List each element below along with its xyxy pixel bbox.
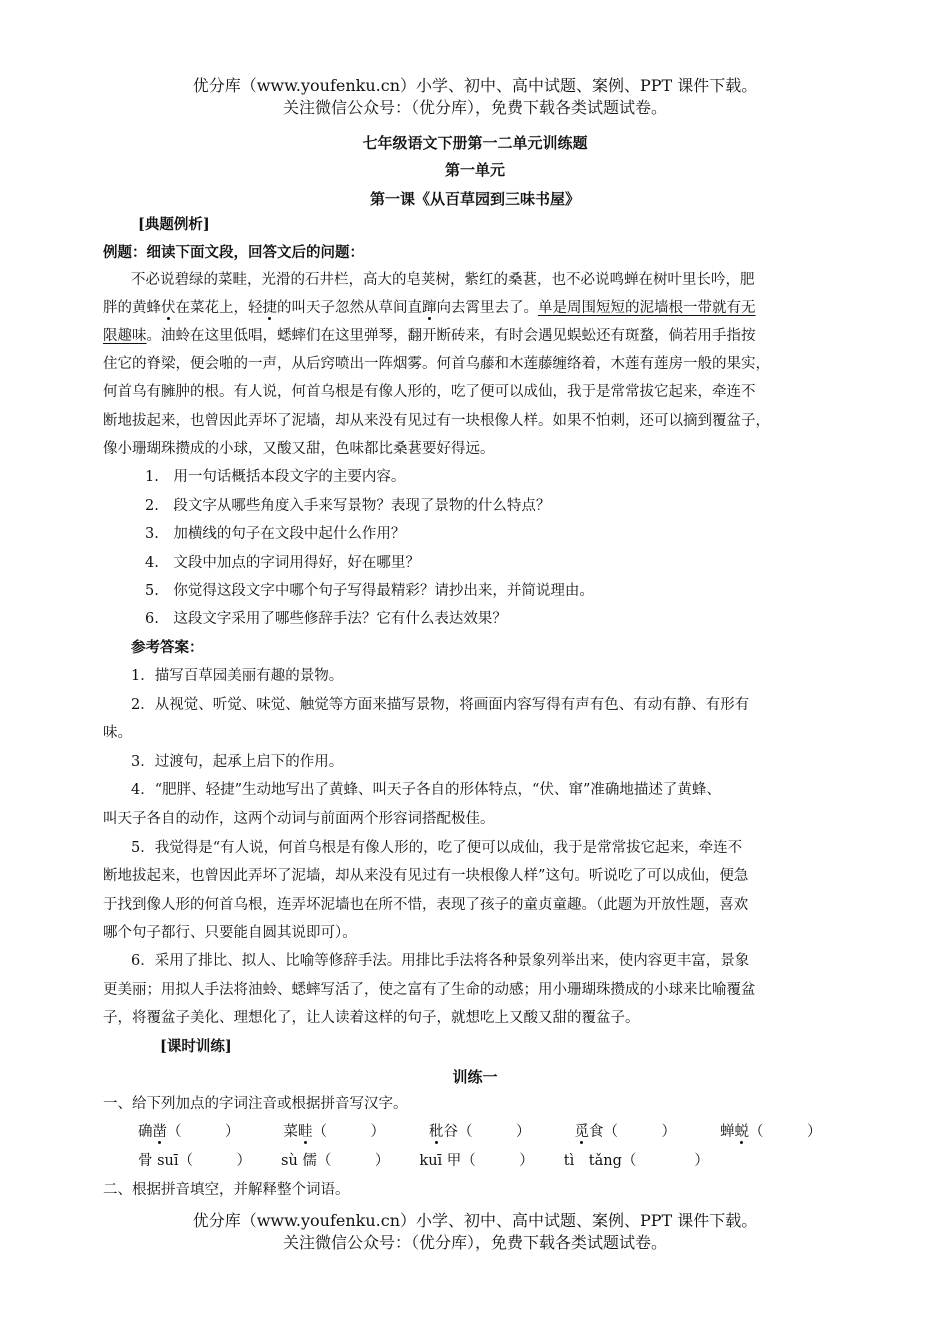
question-2-instruction: 二、根据拼音填空，并解释整个词语。 [103,1182,350,1198]
header-line-2: 关注微信公众号：（优分库），免费下载各类试题试卷。 [282,98,667,117]
passage-line-5: 何首乌有臃肿的根。有人说，何首乌根是有像人形的，吃了便可以成仙，我于是常常拔它起来，牵连不 [103,384,756,400]
training-title: 训练一 [452,1068,498,1086]
dotted-char: 蹿 [422,300,437,316]
underlined-sentence: 单是周围短短的泥墙根一带就有无 [538,300,756,316]
footer-line-2: 关注微信公众号：（优分库），免费下载各类试题试卷。 [282,1233,667,1252]
answer-5-line-3: 于找到像人形的何首乌根，连弄坏泥墙也在所不惜，表现了孩子的童贞童趣。（此题为开放性题，喜欢 [103,897,749,913]
passage-line-6: 断地拔起来，也曾因此弄坏了泥墙，却从来没有见过有一块根像人样。如果不怕刺，还可以摘到覆盆子， [103,413,770,429]
lesson-title: 第一课《从百草园到三味书屋》 [369,190,580,208]
pinyin-item: kuī 甲（ ） [419,1153,534,1169]
pinyin-item: tì tǎng（ ） [563,1153,709,1169]
pinyin-item: sù 儒（ ） [281,1153,390,1169]
passage-text: 在菜花上，轻 [175,300,263,316]
question-1-instruction: 一、给下列加点的字词注音或根据拼音写汉字。 [103,1096,408,1112]
answer-5-line-1: 5．我觉得是“有人说，何首乌根是有像人形的，吃了便可以成仙，我于是常常拔它起来，牵连不 [131,840,743,856]
pinyin-item: 秕谷（ ） [429,1124,531,1140]
answer-6-line-3: 子，将覆盆子美化、理想化了，让人读着这样的句子，就想吃上又酸又甜的覆盆子。 [103,1010,640,1026]
answer-5-line-2: 断地拔起来，也曾因此弄坏了泥墙，却从来没有见过有一块根像人样”这句。听说吃了可以成仙，便急 [103,868,749,884]
question-item: 6. 这段文字采用了哪些修辞手法？它有什么表达效果？ [145,611,507,627]
passage-line-1: 不必说碧绿的菜畦，光滑的石井栏，高大的皂荚树，紫红的桑葚，也不必说鸣蝉在树叶里长吟，肥 [131,272,755,288]
dotted-char: 伏 [161,300,176,316]
pinyin-item: 蝉蜕（ ） [720,1124,822,1140]
dotted-char: 捷 [262,300,277,316]
passage-text: 胖的黄蜂 [103,300,161,316]
answer-5-line-4: 哪个句子都行、只要能自圆其说即可）。 [103,925,357,941]
passage-line-7: 像小珊瑚珠攒成的小球，又酸又甜，色味都比桑葚要好得远。 [103,441,495,457]
question-intro: 例题：细读下面文段，回答文后的问题： [103,244,364,261]
question-item: 3. 加横线的句子在文段中起什么作用？ [145,526,406,542]
answer-4-line-2: 叫天子各自的动作，这两个动词与前面两个形容词搭配极佳。 [103,811,495,827]
answer-2-line-1: 2．从视觉、听觉、味觉、触觉等方面来描写景物，将画面内容写得有声有色、有动有静、有形有 [131,697,750,713]
pinyin-item: 菜畦（ ） [283,1124,385,1140]
unit-title: 第一单元 [444,161,505,179]
passage-text: 向去霄里去了。 [436,300,538,316]
answer-3: 3．过渡句，起承上启下的作用。 [131,754,344,770]
footer-line-1: 优分库（www.youfenku.cn）小学、初中、高中试题、案例、PPT 课件下载。 [192,1211,758,1230]
answers-label: 参考答案： [131,639,204,656]
question-item: 4. 文段中加点的字词用得好，好在哪里？ [145,555,420,571]
underlined-sentence: 限趣味 [103,328,147,344]
question-item: 1. 用一句话概括本段文字的主要内容。 [145,469,406,485]
header-line-1: 优分库（www.youfenku.cn）小学、初中、高中试题、案例、PPT 课件下载。 [192,76,758,95]
section-label-training: [课时训练] [160,1038,232,1055]
question-item: 2. 段文字从哪些角度入手来写景物？表现了景物的什么特点？ [145,498,551,514]
pinyin-row-2 [138,1151,709,1171]
question-item: 5. 你觉得这段文字中哪个句子写得最精彩？请抄出来，并简说理由。 [145,583,594,599]
passage-text: 。油蛉在这里低唱，蟋蟀们在这里弹琴，翻开断砖来，有时会遇见蜈蚣还有斑蝥，倘若用手指按 [146,328,756,344]
section-label-examples: [典题例析] [138,216,210,233]
pinyin-item: 觅食（ ） [574,1124,676,1140]
answer-6-line-2: 更美丽；用拟人手法将油蛉、蟋蟀写活了，使之富有了生命的动感；用小珊瑚珠攒成的小球来比喻覆盆 [103,982,756,998]
passage-line-2 [103,298,756,318]
main-title: 七年级语文下册第一二单元训练题 [362,134,588,152]
pinyin-row-1 [138,1122,822,1142]
answer-2-line-2: 味。 [103,725,132,741]
answer-4-line-1: 4．“肥胖、轻捷”生动地写出了黄蜂、叫天子各自的形体特点，“伏、窜”准确地描述了黄蜂、 [131,782,721,798]
passage-text: 的叫天子忽然从草间直 [277,300,422,316]
pinyin-item: 确凿（ ） [138,1124,240,1140]
answer-6-line-1: 6．采用了排比、拟人、比喻等修辞手法。用排比手法将各种景象列举出来，使内容更丰富，景象 [131,953,750,969]
pinyin-item: 骨 suī（ ） [138,1153,252,1169]
passage-line-3 [103,326,756,346]
passage-line-4: 住它的脊梁，便会啪的一声，从后窍喷出一阵烟雾。何首乌藤和木莲藤缠络着，木莲有莲房一般的果实， [103,356,770,372]
answer-1: 1．描写百草园美丽有趣的景物。 [131,668,344,684]
